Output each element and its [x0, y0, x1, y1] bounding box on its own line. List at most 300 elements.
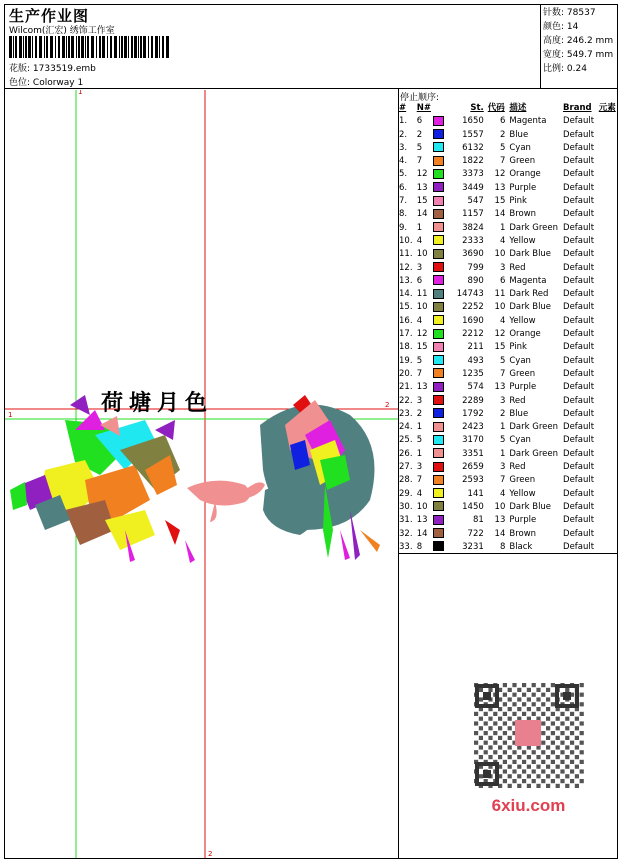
row-swatch [433, 408, 451, 421]
row-description: Red [509, 262, 526, 273]
row-brand: Default [563, 196, 595, 207]
row-index: 29. [399, 488, 413, 499]
row-stitches: 3170 [462, 435, 484, 446]
table-row [399, 115, 620, 128]
row-element [599, 355, 620, 368]
row-brand: Default [563, 435, 595, 446]
row-code: 4 [499, 488, 506, 499]
design-calligraphy: 荷塘月色 [101, 390, 214, 416]
row-needle: 13 [416, 515, 428, 526]
color-swatch [433, 142, 444, 152]
row-stitches: 141 [467, 488, 484, 499]
row-index: 5. [399, 169, 408, 180]
row-description: Green [509, 475, 536, 486]
table-row [399, 368, 620, 381]
row-needle: 4 [416, 235, 423, 246]
row-swatch [433, 528, 451, 541]
table-row [399, 474, 620, 487]
row-swatch [433, 262, 451, 275]
table-row [399, 514, 620, 527]
row-description: Purple [509, 515, 537, 526]
row-brand: Default [563, 422, 595, 433]
row-brand: Default [563, 156, 595, 167]
row-code: 5 [499, 355, 506, 366]
row-code: 13 [494, 182, 506, 193]
row-brand: Default [563, 342, 595, 353]
row-needle: 13 [416, 382, 428, 393]
row-needle: 6 [416, 275, 423, 286]
row-swatch [433, 222, 451, 235]
col-element: 元素 [598, 103, 616, 113]
row-needle: 13 [416, 182, 428, 193]
row-code: 4 [499, 235, 506, 246]
row-code: 13 [494, 382, 506, 393]
row-index: 11. [399, 249, 413, 260]
row-swatch [433, 395, 451, 408]
row-index: 27. [399, 462, 413, 473]
table-row [399, 421, 620, 434]
row-swatch [433, 182, 451, 195]
row-needle: 3 [416, 262, 423, 273]
row-swatch [433, 248, 451, 261]
color-swatch [433, 408, 444, 418]
row-stitches: 3231 [462, 541, 484, 552]
color-swatch [433, 169, 444, 179]
col-stitches: St. [470, 103, 484, 113]
row-needle: 7 [416, 475, 423, 486]
table-row [399, 248, 620, 261]
row-code: 1 [499, 422, 506, 433]
col-brand: Brand [563, 103, 592, 113]
row-index: 8. [399, 209, 408, 220]
row-description: Green [509, 156, 536, 167]
mark-right: 2 [385, 401, 390, 409]
row-stitches: 1450 [462, 501, 484, 512]
row-swatch [433, 275, 451, 288]
table-row [399, 301, 620, 314]
colorway-value: Colorway 1 [32, 78, 84, 88]
row-element [599, 288, 620, 301]
table-row [399, 155, 620, 168]
row-element [599, 408, 620, 421]
row-description: Yellow [509, 488, 536, 499]
design-file-value: 1733519.emb [32, 64, 96, 74]
row-stitches: 3449 [462, 182, 484, 193]
row-code: 6 [499, 116, 506, 127]
row-brand: Default [563, 501, 595, 512]
row-stitches: 2212 [462, 329, 484, 340]
row-needle: 15 [416, 342, 428, 353]
row-element [599, 182, 620, 195]
table-row [399, 222, 620, 235]
row-stitches: 211 [467, 342, 484, 353]
row-element [599, 421, 620, 434]
row-stitches: 890 [467, 275, 484, 286]
row-brand: Default [563, 129, 595, 140]
stat-height: 高度: 246.2 mm [543, 36, 614, 46]
row-element [599, 155, 620, 168]
stats-divider [540, 4, 541, 88]
colorway [9, 75, 83, 88]
row-index: 3. [399, 142, 408, 153]
row-stitches: 547 [467, 196, 484, 207]
table-row [399, 235, 620, 248]
row-swatch [433, 474, 451, 487]
row-element [599, 501, 620, 514]
row-description: Pink [509, 196, 527, 207]
row-stitches: 1690 [462, 315, 484, 326]
row-element [599, 488, 620, 501]
row-code: 15 [494, 196, 506, 207]
color-swatch [433, 249, 444, 259]
row-brand: Default [563, 209, 595, 220]
row-description: Purple [509, 382, 537, 393]
row-element [599, 195, 620, 208]
row-description: Dark Green [509, 448, 558, 459]
row-description: Dark Blue [509, 249, 552, 260]
mark-bottom: 2 [208, 850, 213, 858]
color-swatch [433, 262, 444, 272]
row-swatch [433, 328, 451, 341]
color-swatch [433, 116, 444, 126]
row-index: 23. [399, 408, 413, 419]
row-stitches: 81 [472, 515, 484, 526]
row-code: 5 [499, 142, 506, 153]
row-description: Red [509, 395, 526, 406]
row-swatch [433, 129, 451, 142]
row-stitches: 1157 [462, 209, 484, 220]
row-element [599, 448, 620, 461]
table-row [399, 275, 620, 288]
row-description: Magenta [509, 275, 547, 286]
color-swatch [433, 368, 444, 378]
table-row [399, 315, 620, 328]
row-stitches: 722 [467, 528, 484, 539]
row-description: Purple [509, 182, 537, 193]
row-description: Cyan [509, 435, 531, 446]
row-index: 21. [399, 382, 413, 393]
design-file [9, 61, 96, 74]
row-swatch [433, 115, 451, 128]
row-index: 17. [399, 329, 413, 340]
row-swatch [433, 448, 451, 461]
col-index: # [399, 103, 407, 113]
row-needle: 3 [416, 462, 423, 473]
row-element [599, 235, 620, 248]
color-swatch [433, 501, 444, 511]
row-description: Magenta [509, 116, 547, 127]
row-needle: 3 [416, 395, 423, 406]
row-swatch [433, 434, 451, 447]
row-description: Yellow [509, 235, 536, 246]
table-row [399, 262, 620, 275]
row-brand: Default [563, 169, 595, 180]
row-index: 13. [399, 275, 413, 286]
table-row [399, 381, 620, 394]
row-description: Dark Green [509, 222, 558, 233]
row-code: 8 [499, 541, 506, 552]
row-index: 28. [399, 475, 413, 486]
row-brand: Default [563, 142, 595, 153]
row-stitches: 3351 [462, 448, 484, 459]
row-swatch [433, 541, 451, 554]
row-element [599, 528, 620, 541]
row-stitches: 1822 [462, 156, 484, 167]
row-index: 33. [399, 541, 413, 552]
row-element [599, 434, 620, 447]
table-row [399, 355, 620, 368]
row-needle: 10 [416, 302, 428, 313]
row-element [599, 395, 620, 408]
stop-sequence-table [399, 102, 620, 554]
row-index: 31. [399, 515, 413, 526]
row-index: 6. [399, 182, 408, 193]
row-needle: 2 [416, 408, 423, 419]
color-swatch [433, 342, 444, 352]
table-row [399, 328, 620, 341]
row-code: 7 [499, 475, 506, 486]
design-preview [5, 90, 398, 858]
row-brand: Default [563, 182, 595, 193]
stat-width: 宽度: 549.7 mm [543, 50, 614, 60]
row-index: 1. [399, 116, 408, 127]
color-swatch [433, 222, 444, 232]
row-index: 26. [399, 448, 413, 459]
color-swatch [433, 541, 444, 551]
row-swatch [433, 461, 451, 474]
row-brand: Default [563, 116, 595, 127]
row-element [599, 315, 620, 328]
row-index: 9. [399, 222, 408, 233]
row-code: 14 [494, 528, 506, 539]
row-stitches: 3824 [462, 222, 484, 233]
row-index: 16. [399, 315, 413, 326]
row-element [599, 115, 620, 128]
row-swatch [433, 381, 451, 394]
row-needle: 8 [416, 541, 423, 552]
row-brand: Default [563, 249, 595, 260]
table-row [399, 461, 620, 474]
table-row [399, 448, 620, 461]
qr-code [471, 680, 586, 792]
row-code: 15 [494, 342, 506, 353]
row-stitches: 6132 [462, 142, 484, 153]
row-element [599, 368, 620, 381]
page-title: 生产作业图 [9, 7, 90, 25]
row-brand: Default [563, 235, 595, 246]
header-divider [4, 88, 618, 89]
row-brand: Default [563, 515, 595, 526]
row-description: Cyan [509, 142, 531, 153]
mark-left: 1 [8, 411, 13, 419]
col-description: 描述 [509, 103, 527, 113]
row-index: 7. [399, 196, 408, 207]
row-element [599, 541, 620, 554]
color-swatch [433, 209, 444, 219]
row-swatch [433, 301, 451, 314]
row-code: 6 [499, 275, 506, 286]
row-stitches: 799 [467, 262, 484, 273]
row-element [599, 474, 620, 487]
row-description: Brown [509, 528, 537, 539]
row-brand: Default [563, 488, 595, 499]
row-stitches: 1792 [462, 408, 484, 419]
color-swatch [433, 435, 444, 445]
color-swatch [433, 315, 444, 325]
row-stitches: 2593 [462, 475, 484, 486]
row-element [599, 461, 620, 474]
row-description: Yellow [509, 315, 536, 326]
row-stitches: 3690 [462, 249, 484, 260]
row-index: 19. [399, 355, 413, 366]
row-description: Brown [509, 209, 537, 220]
color-swatch [433, 395, 444, 405]
row-element [599, 328, 620, 341]
table-row [399, 341, 620, 354]
row-code: 4 [499, 315, 506, 326]
row-needle: 12 [416, 329, 428, 340]
barcode [9, 36, 169, 58]
table-row [399, 434, 620, 447]
row-element [599, 222, 620, 235]
row-stitches: 2423 [462, 422, 484, 433]
row-description: Dark Blue [509, 501, 552, 512]
table-row [399, 288, 620, 301]
row-index: 10. [399, 235, 413, 246]
row-description: Blue [509, 408, 529, 419]
row-needle: 10 [416, 501, 428, 512]
mark-top: 1 [78, 90, 83, 96]
color-swatch [433, 302, 444, 312]
row-code: 12 [494, 169, 506, 180]
table-row [399, 168, 620, 181]
color-swatch [433, 422, 444, 432]
row-element [599, 208, 620, 221]
row-brand: Default [563, 541, 595, 552]
row-code: 1 [499, 448, 506, 459]
table-row [399, 541, 620, 554]
row-swatch [433, 315, 451, 328]
row-element [599, 381, 620, 394]
row-swatch [433, 142, 451, 155]
row-needle: 1 [416, 222, 423, 233]
row-index: 14. [399, 289, 413, 300]
row-needle: 5 [416, 142, 423, 153]
row-description: Black [509, 541, 533, 552]
row-code: 3 [499, 462, 506, 473]
row-description: Dark Red [509, 289, 549, 300]
table-row [399, 182, 620, 195]
row-needle: 1 [416, 422, 423, 433]
qr-logo-icon [515, 720, 541, 746]
row-brand: Default [563, 395, 595, 406]
table-row [399, 142, 620, 155]
color-swatch [433, 329, 444, 339]
row-code: 12 [494, 329, 506, 340]
row-code: 1 [499, 222, 506, 233]
color-swatch [433, 235, 444, 245]
color-swatch [433, 156, 444, 166]
table-row [399, 208, 620, 221]
row-needle: 14 [416, 209, 428, 220]
row-stitches: 1235 [462, 368, 484, 379]
row-brand: Default [563, 368, 595, 379]
row-index: 15. [399, 302, 413, 313]
color-swatch [433, 129, 444, 139]
row-needle: 14 [416, 528, 428, 539]
colorway-label: 色位: [9, 78, 31, 88]
row-swatch [433, 501, 451, 514]
row-index: 22. [399, 395, 413, 406]
embroidery-fish [187, 481, 265, 522]
row-element [599, 341, 620, 354]
row-element [599, 275, 620, 288]
row-code: 14 [494, 209, 506, 220]
row-swatch [433, 235, 451, 248]
row-element [599, 262, 620, 275]
row-brand: Default [563, 289, 595, 300]
row-stitches: 2289 [462, 395, 484, 406]
color-swatch [433, 528, 444, 538]
row-brand: Default [563, 262, 595, 273]
row-code: 13 [494, 515, 506, 526]
row-needle: 2 [416, 129, 423, 140]
row-index: 18. [399, 342, 413, 353]
row-needle: 4 [416, 315, 423, 326]
color-swatch [433, 515, 444, 525]
table-row [399, 528, 620, 541]
color-swatch [433, 275, 444, 285]
row-needle: 12 [416, 169, 428, 180]
row-needle: 5 [416, 435, 423, 446]
row-swatch [433, 208, 451, 221]
row-element [599, 301, 620, 314]
row-description: Blue [509, 129, 529, 140]
row-brand: Default [563, 302, 595, 313]
row-swatch [433, 341, 451, 354]
row-element [599, 514, 620, 527]
stop-sequence-title: 停止顺序: [400, 93, 440, 103]
design-file-label: 花版: [9, 64, 31, 74]
row-stitches: 1557 [462, 129, 484, 140]
qr-watermark [471, 680, 586, 815]
row-stitches: 2252 [462, 302, 484, 313]
color-swatch [433, 355, 444, 365]
row-brand: Default [563, 528, 595, 539]
row-stitches: 2659 [462, 462, 484, 473]
row-index: 2. [399, 129, 408, 140]
row-brand: Default [563, 408, 595, 419]
stats-panel [543, 6, 613, 76]
row-stitches: 14743 [456, 289, 484, 300]
row-code: 2 [499, 129, 506, 140]
embroidery-left-cluster [10, 395, 195, 563]
row-description: Dark Blue [509, 302, 552, 313]
row-index: 25. [399, 435, 413, 446]
row-brand: Default [563, 315, 595, 326]
color-swatch [433, 462, 444, 472]
color-swatch [433, 289, 444, 299]
row-brand: Default [563, 275, 595, 286]
color-swatch [433, 196, 444, 206]
table-row [399, 395, 620, 408]
row-brand: Default [563, 355, 595, 366]
row-brand: Default [563, 222, 595, 233]
row-stitches: 574 [467, 382, 484, 393]
row-needle: 15 [416, 196, 428, 207]
row-needle: 10 [416, 249, 428, 260]
table-row [399, 195, 620, 208]
